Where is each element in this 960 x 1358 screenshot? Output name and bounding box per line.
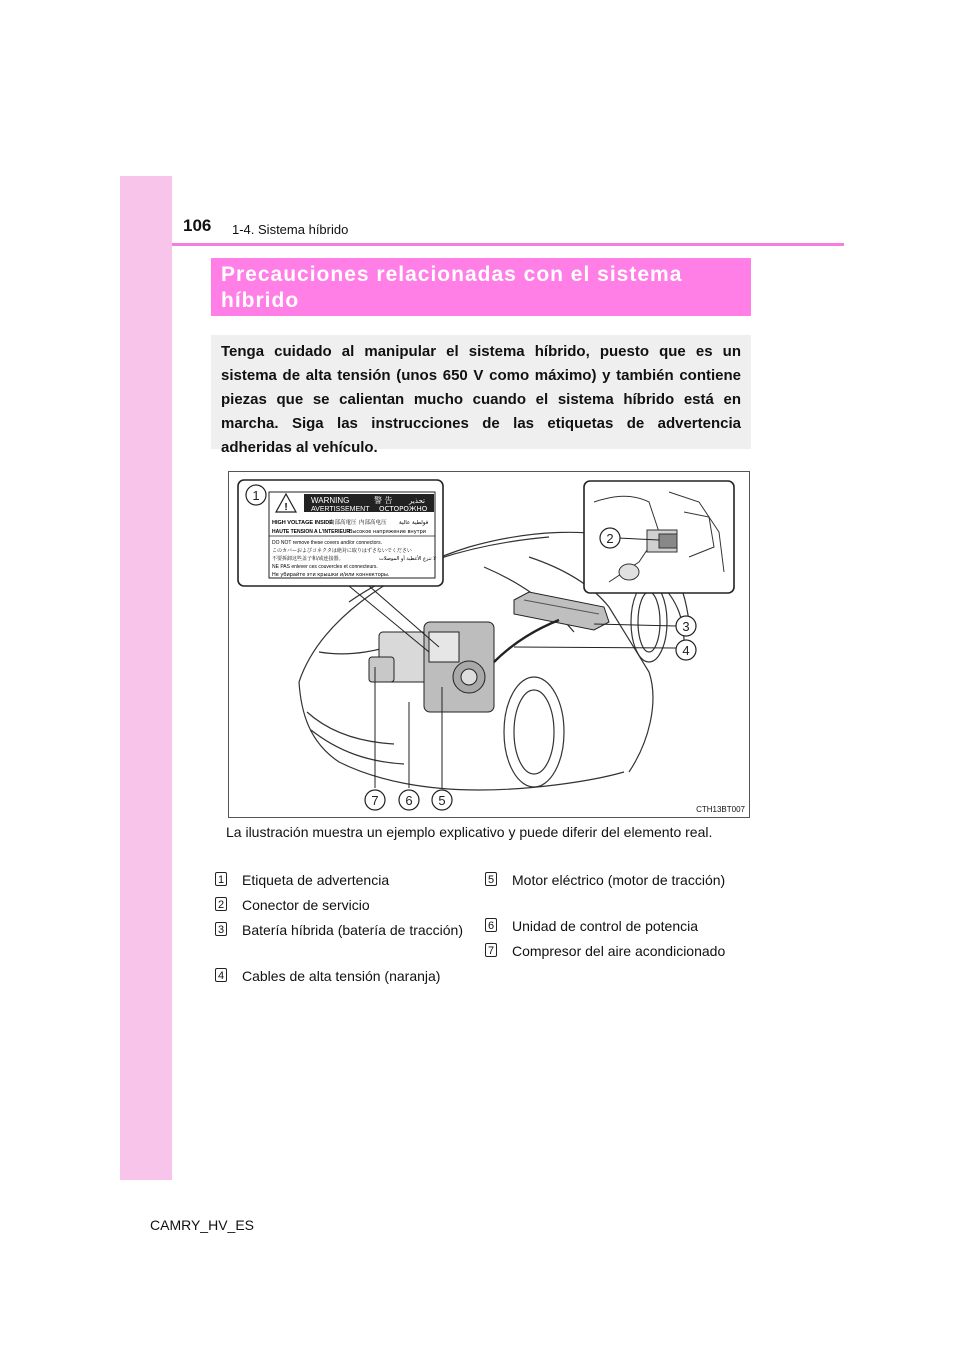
legend-number: 3 (215, 922, 227, 936)
label-vysokoe-text: Высокое напряжение внутри (349, 529, 426, 535)
label-avertissement-text: AVERTISSEMENT (311, 506, 370, 513)
legend-text: Compresor del aire acondicionado (512, 943, 726, 959)
hybrid-system-illustration (228, 471, 750, 818)
legend-number: 4 (215, 968, 227, 982)
section-title: 1-4. Sistema híbrido (232, 222, 349, 237)
legend-number: 2 (215, 897, 227, 911)
figure-code: CTH13BT007 (696, 805, 745, 814)
legend-text: Unidad de control de potencia (512, 918, 699, 934)
page-number: 106 (183, 216, 212, 235)
callout-5: 5 (438, 793, 446, 808)
legend-number: 7 (485, 943, 497, 957)
legend-text: Motor eléctrico (motor de tracción) (512, 872, 726, 888)
label-ostorozhno-text: ОСТОРОЖНО (379, 505, 428, 513)
label-high-voltage-cn-text: 内部高电压 (359, 520, 387, 526)
callout-2: 2 (606, 531, 614, 546)
svg-text:!: ! (284, 502, 288, 513)
footer-model-code: CAMRY_HV_ES (150, 1217, 255, 1233)
callout-1: 1 (252, 488, 260, 503)
page-sidebar-tab (120, 176, 172, 1180)
intro-box (211, 335, 751, 456)
label-haute-tension-text: HAUTE TENSION A L'INTERIEUR (272, 529, 351, 535)
callout-7: 7 (371, 793, 379, 808)
callout-3: 3 (682, 619, 690, 634)
legend-number: 1 (215, 872, 227, 886)
legend-number: 6 (485, 918, 497, 932)
legend-text: Conector de servicio (242, 897, 370, 913)
legend-text: Etiqueta de advertencia (242, 872, 390, 888)
callout-6: 6 (405, 793, 413, 808)
legend-text: Cables de alta tensión (naranja) (242, 968, 441, 984)
intro-text: Tenga cuidado al manipular el sistema híbrido, puesto que es un sistema de alta tensión (unos 650 V como máximo) y también contiene piezas que se calientan mucho cuando el sistema híbrido está en marcha. Siga las instrucciones de las etiquetas de advertencia adheridas al vehículo. (221, 343, 741, 456)
header-rule (172, 243, 844, 246)
label-high-voltage-text: HIGH VOLTAGE INSIDE (272, 520, 333, 526)
label-line4-text: NE PAS enlever ces couvercles et connecteurs. (272, 564, 378, 570)
label-line3-text: 不要拆卸这些盖子和/或连接器。 (272, 556, 344, 562)
label-line5-text: Не убирайте эти крышки и/или коннекторы. (272, 572, 390, 578)
car-diagram (229, 472, 749, 817)
page-title: Precauciones relacionadas con el sistema híbrido (221, 263, 683, 312)
label-warning-text: WARNING (311, 496, 350, 505)
label-high-voltage-ar-text: فولطية عالية (399, 520, 429, 526)
label-line1-text: DO NOT remove these covers and/or connectors. (272, 540, 382, 546)
figure-caption: La ilustración muestra un ejemplo explicativo y puede diferir del elemento real. (226, 824, 713, 840)
legend-text: Batería híbrida (batería de tracción) (242, 922, 464, 938)
callout-4: 4 (682, 643, 690, 658)
label-high-voltage-jp-text: 内部高電圧 (329, 520, 357, 526)
title-banner (211, 258, 751, 316)
label-warning-ar-text: تحذير (409, 497, 425, 505)
label-line3-ar-text: لا تنزع الأغطية أو الموصلات (379, 556, 437, 562)
label-line2-text: このカバーおよびコネクタは絶対に取りはずさないでください (272, 548, 412, 554)
legend-number: 5 (485, 872, 497, 886)
label-warning-jp-text: 警 告 (374, 496, 393, 505)
